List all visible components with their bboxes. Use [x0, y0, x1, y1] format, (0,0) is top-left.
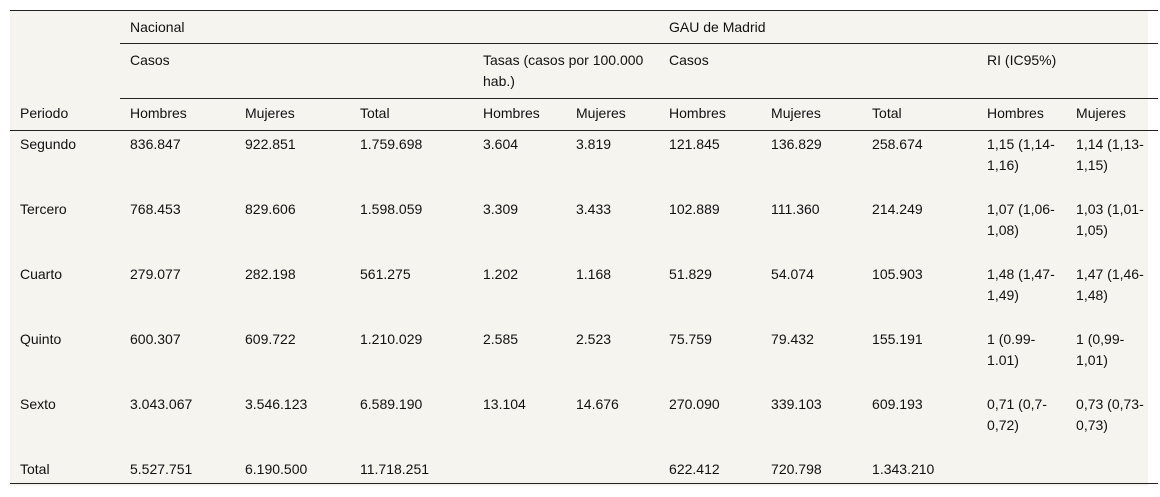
table-cell: 3.819	[576, 136, 612, 152]
table-cell: 600.307	[130, 330, 181, 347]
header-row-1	[10, 11, 1158, 44]
table-cell: 3.043.067	[130, 395, 193, 412]
column-header: Hombres	[120, 99, 235, 131]
table-cell: 1.343.210	[862, 456, 977, 484]
data-table	[10, 10, 1158, 484]
table-cell: 1 (0,99-1,01)	[1076, 330, 1125, 368]
table-cell	[1066, 456, 1158, 484]
column-header: Total	[350, 99, 473, 131]
table-cell: 3.309	[483, 200, 519, 217]
table-row	[10, 456, 1158, 484]
column-header: Mujeres	[235, 99, 350, 131]
table-row	[10, 326, 1158, 391]
table-cell: 54.074	[771, 265, 814, 282]
table-cell: 3.546.123	[245, 395, 308, 412]
table-cell: 121.845	[669, 136, 720, 152]
table-cell: 768.453	[130, 200, 181, 217]
table-cell: 2.585	[483, 330, 519, 347]
header-casos-gau: Casos	[659, 44, 977, 99]
table-cell	[977, 456, 1066, 484]
column-header: Hombres	[977, 99, 1066, 131]
table-cell: 1.168	[576, 265, 612, 282]
header-gau: GAU de Madrid	[659, 11, 1158, 44]
table-cell: 102.889	[669, 200, 720, 217]
table-cell	[473, 456, 566, 484]
header-empty	[10, 44, 120, 99]
table-cell: 258.674	[872, 136, 923, 152]
column-header: Periodo	[10, 99, 120, 131]
header-empty	[10, 11, 120, 44]
table-cell: 3.433	[576, 200, 612, 217]
table-cell: 155.191	[872, 330, 923, 347]
table-cell: 282.198	[245, 265, 296, 282]
table-cell: 1 (0.99-1.01)	[987, 330, 1036, 368]
table-cell: 13.104	[483, 395, 526, 412]
table-cell: 720.798	[761, 456, 862, 484]
table-cell: 1.210.029	[360, 330, 423, 347]
table-cell: 829.606	[245, 200, 296, 217]
table-cell: 79.432	[771, 330, 814, 347]
table-body	[10, 131, 1158, 484]
table-cell: 0,73 (0,73-0,73)	[1076, 395, 1144, 433]
table-cell: 279.077	[130, 265, 181, 282]
row-label: Tercero	[20, 200, 67, 217]
table-cell: 561.275	[360, 265, 411, 282]
column-header: Hombres	[659, 99, 761, 131]
data-table-container	[10, 10, 1148, 486]
column-header: Total	[862, 99, 977, 131]
table-cell: 75.759	[669, 330, 712, 347]
column-header: Mujeres	[566, 99, 659, 131]
table-cell: 1,15 (1,14-1,16)	[987, 136, 1055, 173]
table-cell: 3.604	[483, 136, 519, 152]
header-row-2	[10, 44, 1158, 99]
table-cell: 14.676	[576, 395, 619, 412]
header-row-3	[10, 99, 1158, 131]
table-cell: 6.589.190	[360, 395, 423, 412]
table-cell: 1.759.698	[360, 136, 423, 152]
table-cell: 105.903	[872, 265, 923, 282]
table-cell: 339.103	[771, 395, 822, 412]
row-label: Sexto	[20, 395, 56, 412]
row-label: Total	[10, 456, 120, 484]
header-casos-nacional: Casos	[120, 44, 473, 99]
table-row	[10, 391, 1158, 456]
table-cell: 51.829	[669, 265, 712, 282]
table-cell: 836.847	[130, 136, 181, 152]
column-header: Hombres	[473, 99, 566, 131]
column-header: Mujeres	[1066, 99, 1158, 131]
header-nacional: Nacional	[120, 11, 659, 44]
table-cell: 1,47 (1,46-1,48)	[1076, 265, 1144, 303]
row-label: Cuarto	[20, 265, 63, 282]
table-row	[10, 261, 1158, 326]
table-cell: 270.090	[669, 395, 720, 412]
header-tasas: Tasas (casos por 100.000 hab.)	[473, 44, 659, 99]
row-label: Segundo	[20, 136, 77, 152]
table-cell: 136.829	[771, 136, 822, 152]
table-cell: 111.360	[771, 200, 820, 217]
table-cell: 609.722	[245, 330, 296, 347]
table-cell: 1,48 (1,47-1,49)	[987, 265, 1055, 303]
table-cell: 0,71 (0,7-0,72)	[987, 395, 1047, 433]
table-cell: 1,03 (1,01-1,05)	[1076, 200, 1144, 238]
table-cell: 1,14 (1,13-1,15)	[1076, 136, 1144, 173]
table-cell: 11.718.251	[350, 456, 473, 484]
table-cell: 922.851	[245, 136, 296, 152]
table-row	[10, 196, 1158, 261]
table-cell: 622.412	[659, 456, 761, 484]
table-cell	[566, 456, 659, 484]
table-cell: 214.249	[872, 200, 923, 217]
table-cell: 609.193	[872, 395, 923, 412]
column-header: Mujeres	[761, 99, 862, 131]
table-cell: 2.523	[576, 330, 612, 347]
row-label: Quinto	[20, 330, 62, 347]
table-cell: 1.598.059	[360, 200, 423, 217]
header-ri: RI (IC95%)	[977, 44, 1158, 99]
table-cell: 5.527.751	[120, 456, 235, 484]
table-cell: 1,07 (1,06-1,08)	[987, 200, 1055, 238]
table-cell: 6.190.500	[235, 456, 350, 484]
table-cell: 1.202	[483, 265, 519, 282]
table-row	[10, 131, 1158, 196]
